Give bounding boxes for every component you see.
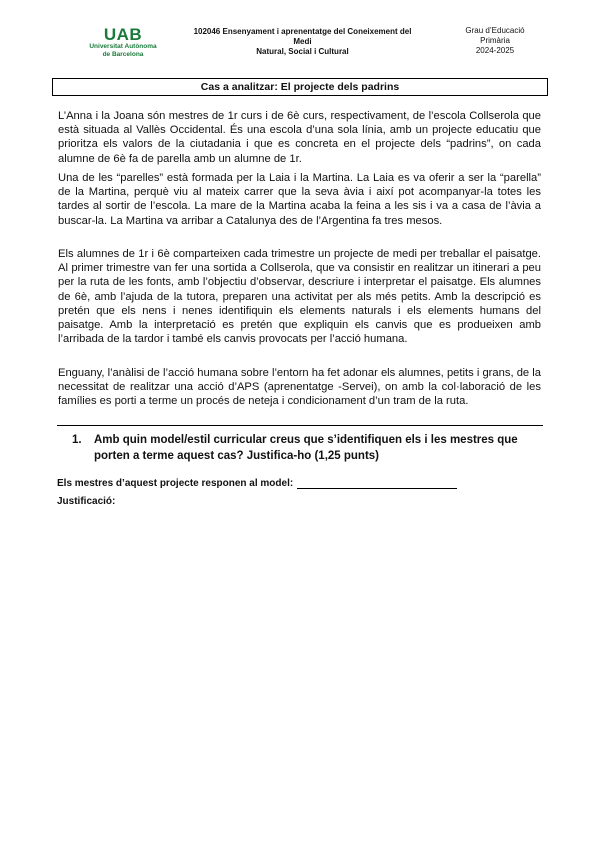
degree-line-2: Primària: [480, 36, 510, 45]
degree-line-1: Grau d’Educació: [465, 26, 525, 35]
logo-name: UAB: [103, 25, 143, 44]
uab-logo: [84, 26, 162, 59]
course-title: [175, 27, 430, 57]
answer-blank[interactable]: [297, 478, 457, 489]
course-line-1: 102046 Ensenyament i aprenentatge del Coneixement del: [193, 27, 412, 36]
paragraph-3: Els alumnes de 1r i 6è comparteixen cada trimestre un projecte de medi per treballar el paisatge. Al primer trimestre van fer una sortida a Collserola, que va consistir en realitzar un itinerari a peu per la ruta de les fonts, amb l’objectiu d’observar, descriure i interpretar el paisatge. Els alumnes de 6è, amb l’ajuda de la tutora, preparen una activitat per als més petits. Amb la descripció es pretén que els nens i nenes identifiquin els elements naturals i els elements humans del paisatge. Amb la interpretació es pretén que expliquin els canvis que es produeixen amb l’arribada de la tardor i també els canvis provocats per l’acció humana.: [58, 248, 541, 346]
question-1: [72, 432, 547, 464]
logo-line-2: de Barcelona: [102, 51, 144, 58]
paragraph-4: Enguany, l’anàlisi de l’acció humana sobre l’entorn ha fet adonar els alumnes, petits i grans, de la necessitat de realitzar una acció d’APS (aprenentatge -Servei), on amb la col·laboració de les famílies es porti a terme un procés de neteja i condicionament d’un tram de la ruta.: [58, 367, 541, 408]
degree-info: [450, 26, 540, 56]
answer-row: [57, 478, 457, 489]
paragraph-1: L’Anna i la Joana són mestres de 1r curs i de 6è curs, respectivament, de l’escola Collserola que està situada al Vallès Occidental. És una escola d’una sola línia, amb un projecte educatiu que prioritza els valors de la ciutadania i que es concreta en el projecte dels “padrins”, on cada alumne de 6è fa de parella amb un alumne de 1r.: [58, 110, 541, 165]
question-text: Amb quin model/estil curricular creus que s’identifiquen els i les mestres que porten a terme aquest cas? Justifica-ho (1,25 punts): [94, 434, 518, 462]
course-line-2: Medi: [293, 37, 312, 46]
paragraph-2: Una de les “parelles” està formada per la Laia i la Martina. La Laia es va oferir a ser la “parella” de la Martina, perquè viu al mateix carrer que la seva àvia i així pot acompanyar-la totes les tardes al sortir de l’escola. La mare de la Martina acaba la feina a les sis i va a casa de l’àvia a buscar-la. La Martina va arribar a Catalunya des de l’Argentina fa tres mesos.: [58, 172, 541, 227]
section-divider: [57, 425, 543, 426]
question-number: 1.: [72, 434, 82, 446]
degree-line-3: 2024-2025: [475, 46, 515, 55]
course-line-3: Natural, Social i Cultural: [256, 47, 349, 56]
answer-label: Els mestres d’aquest projecte responen al model:: [57, 478, 294, 489]
justification-label: Justificació:: [57, 496, 116, 507]
logo-line-1: Universitat Autònoma: [89, 43, 157, 50]
case-title: Cas a analitzar: El projecte dels padrins: [52, 78, 548, 96]
